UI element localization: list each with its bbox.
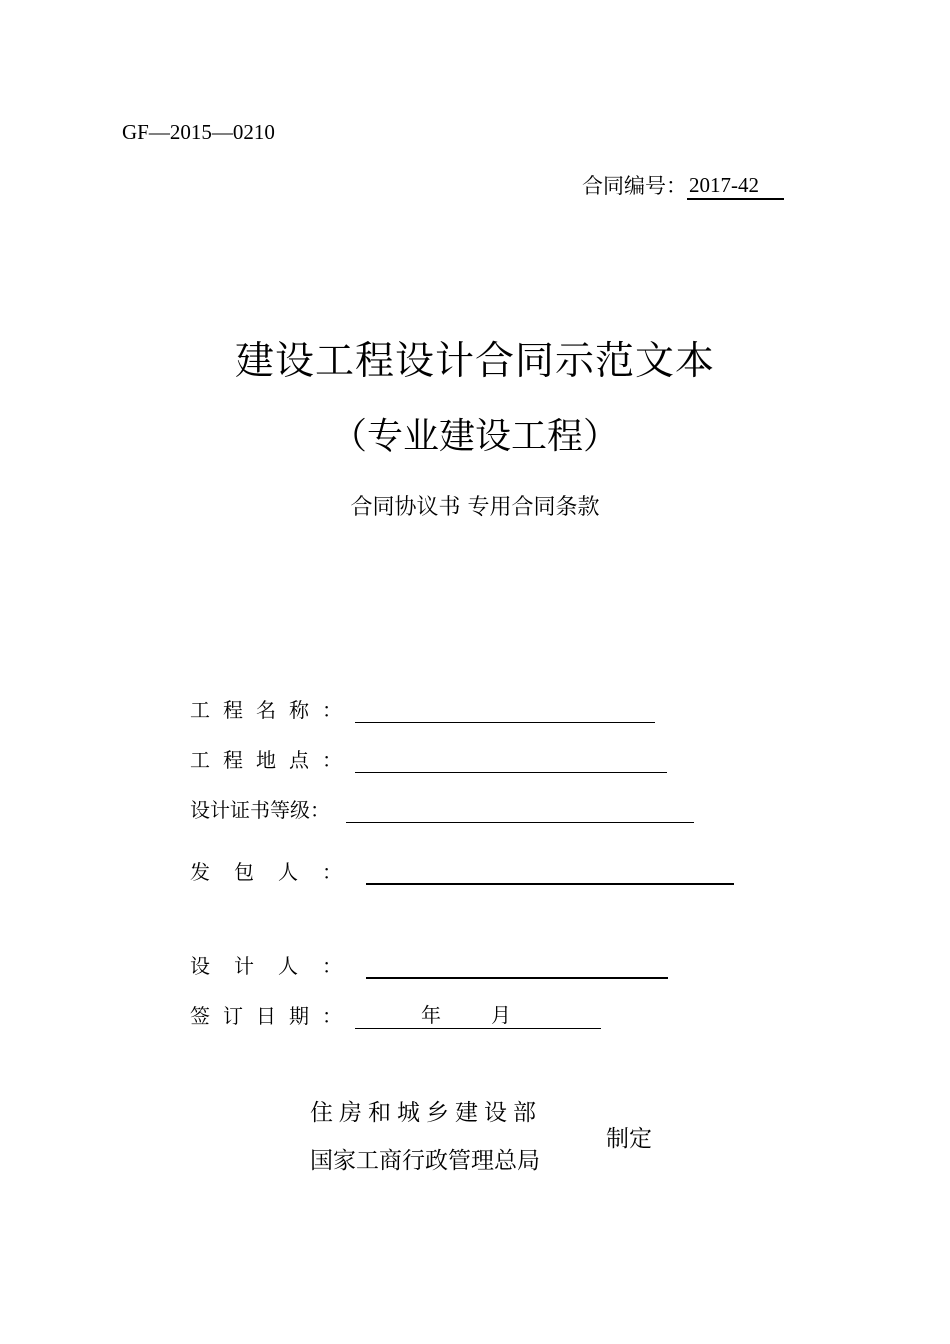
employer-line[interactable] <box>366 859 734 885</box>
sign-date-year: 年 <box>421 1003 441 1027</box>
project-location-line[interactable] <box>355 748 667 773</box>
sign-date-label: 签订日期： <box>190 1004 355 1028</box>
document-subtitle: （专业建设工程） <box>330 416 619 457</box>
designer-field <box>190 950 668 979</box>
issuing-authority-2: 国家工商行政管理总局 <box>310 1148 540 1174</box>
issuing-authority-1: 住房和城乡建设部 <box>310 1100 542 1126</box>
project-location-field <box>190 744 667 773</box>
enacted-by: 制定 <box>606 1126 652 1152</box>
employer-field <box>190 856 734 885</box>
sign-date-field <box>190 1000 601 1029</box>
project-name-label: 工程名称： <box>190 698 355 722</box>
contract-number-label: 合同编号： <box>582 174 687 198</box>
document-title: 建设工程设计合同示范文本 <box>234 339 715 384</box>
sign-date-line[interactable] <box>355 1004 601 1029</box>
document-parts: 合同协议书 专用合同条款 <box>350 495 600 520</box>
designer-line[interactable] <box>366 953 668 979</box>
designer-label: 设计人： <box>190 954 366 978</box>
design-cert-label: 设计证书等级： <box>190 798 330 822</box>
project-name-field <box>190 694 655 723</box>
contract-number <box>582 170 784 200</box>
contract-number-value: 2017-42 <box>687 172 784 200</box>
project-location-label: 工程地点： <box>190 748 355 772</box>
document-code: GF—2015—0210 <box>122 120 275 144</box>
project-name-line[interactable] <box>355 698 655 723</box>
design-cert-line[interactable] <box>346 798 694 823</box>
design-cert-field <box>190 794 694 823</box>
employer-label: 发包人： <box>190 860 366 884</box>
sign-date-month: 月 <box>491 1003 511 1027</box>
